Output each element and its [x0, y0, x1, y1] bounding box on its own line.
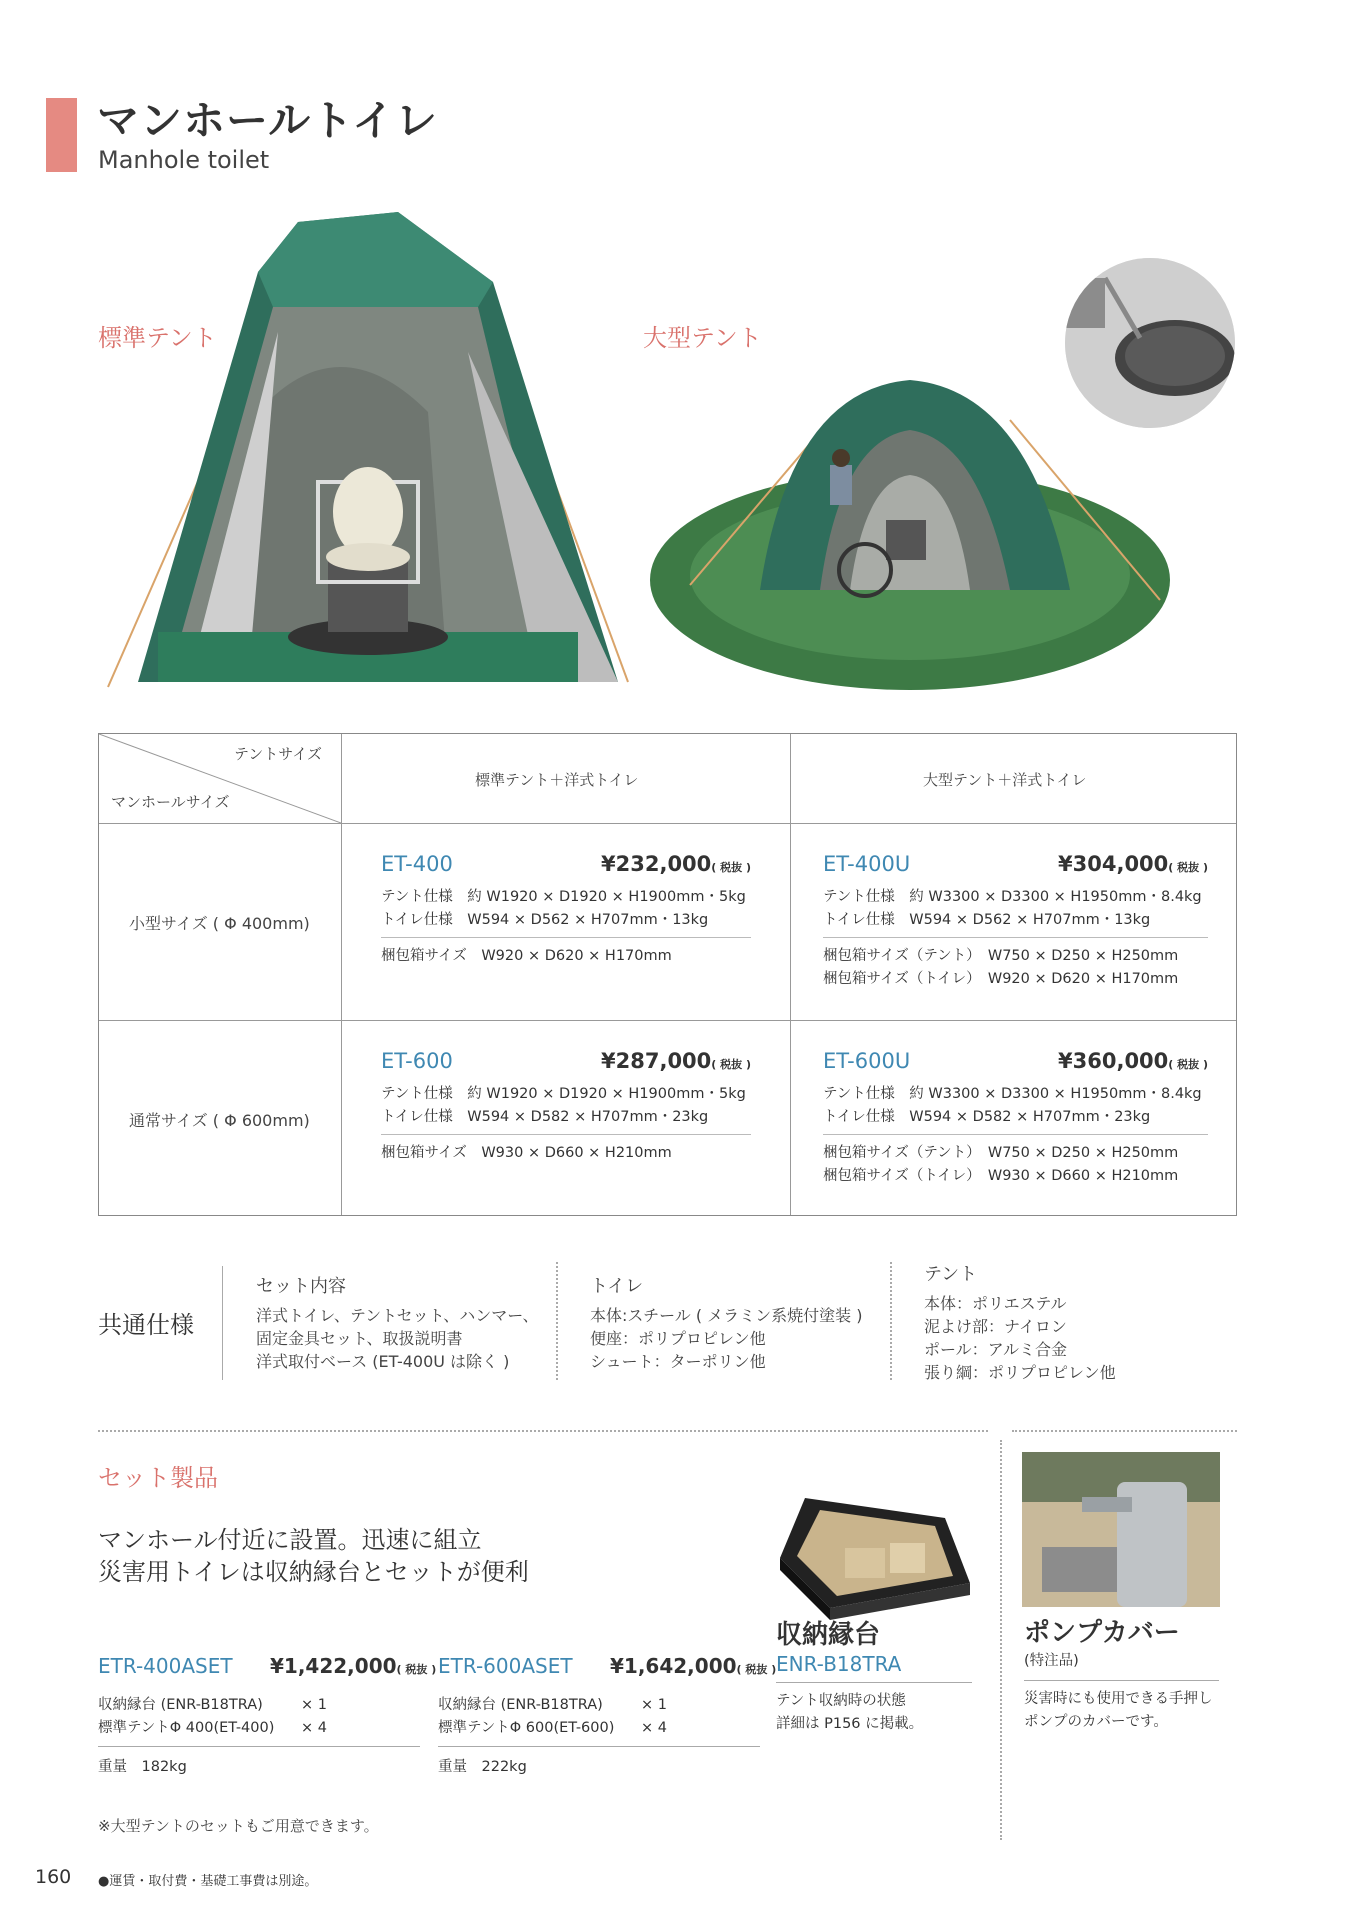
price-value: ¥360,000	[1058, 1049, 1169, 1073]
set-contents-line: 固定金具セット、取扱説明書	[256, 1329, 463, 1348]
set-contents-head: セット内容	[256, 1276, 346, 1297]
manhole-cover-photo	[1065, 258, 1235, 428]
title-accent-bar	[46, 98, 77, 172]
model-name: ETR-400ASET	[98, 1654, 233, 1678]
tax-label: ( 税抜 )	[711, 1058, 751, 1071]
toilet-line: 本体:スチール ( メラミン系焼付塗装 )	[590, 1306, 863, 1325]
price	[1058, 1049, 1208, 1073]
pump-cover-name: ポンプカバー	[1024, 1618, 1180, 1648]
pump-desc-2: ポンプのカバーです。	[1024, 1714, 1168, 1730]
model-name: ET-400U	[823, 852, 911, 876]
page-title: マンホールトイレ	[97, 96, 439, 145]
set-products-head: セット製品	[98, 1464, 218, 1492]
price-value: ¥1,642,000	[610, 1654, 737, 1678]
set-contents-line: 洋式取付ベース (ET-400U は除く )	[256, 1352, 510, 1371]
page-number: 160	[35, 1866, 72, 1888]
pump-cover-photo	[1022, 1452, 1220, 1607]
spec-table	[98, 733, 1237, 1216]
price-value: ¥304,000	[1058, 852, 1169, 876]
common-toilet	[590, 1272, 863, 1373]
pack-tent-spec: 梱包箱サイズ（テント） W750 × D250 × H250mm	[823, 1145, 1179, 1161]
toilet-line: シュート：ターポリン他	[590, 1352, 766, 1371]
pack-tent-spec: 梱包箱サイズ（テント） W750 × D250 × H250mm	[823, 948, 1179, 964]
price	[270, 1654, 436, 1678]
common-tent	[924, 1260, 1116, 1384]
set-catch-line-2: 災害用トイレは収納縁台とセットが便利	[98, 1558, 529, 1586]
tent-line: 張り綱：ポリプロピレン他	[924, 1363, 1116, 1382]
model-name: ET-400	[381, 852, 453, 876]
set-item: 標準テントΦ 600(ET-600)	[438, 1720, 615, 1736]
corner-manhole-size: マンホールサイズ	[111, 793, 230, 811]
price-value: ¥287,000	[601, 1049, 712, 1073]
tax-label: ( 税抜 )	[1168, 1058, 1208, 1071]
large-tent-photo	[650, 360, 1170, 690]
set-item: 標準テントΦ 400(ET-400)	[98, 1720, 275, 1736]
set-qty: × 4	[301, 1720, 327, 1736]
common-set-contents	[256, 1272, 539, 1373]
set-catch-line-1: マンホール付近に設置。迅速に組立	[98, 1526, 482, 1554]
toilet-spec: トイレ仕様 W594 × D562 × H707mm・13kg	[381, 912, 709, 928]
set-note: ※大型テントのセットもご用意できます。	[98, 1817, 379, 1835]
toilet-spec: トイレ仕様 W594 × D582 × H707mm・23kg	[823, 1109, 1151, 1125]
standard-tent-photo	[98, 212, 638, 692]
col-header-standard: 標準テント＋洋式トイレ	[475, 771, 639, 789]
tent-spec: テント仕様 約 W3300 × D3300 × H1950mm・8.4kg	[823, 1086, 1202, 1102]
tent-line: 本体：ポリエステル	[924, 1294, 1067, 1313]
pump-cover-sub: (特注品)	[1024, 1653, 1079, 1669]
price	[610, 1654, 776, 1678]
pack-toilet-spec: 梱包箱サイズ（トイレ） W920 × D620 × H170mm	[823, 971, 1179, 987]
pack-spec: 梱包箱サイズ W930 × D660 × H210mm	[381, 1145, 672, 1161]
price-value: ¥232,000	[601, 852, 712, 876]
tax-label: ( 税抜 )	[396, 1663, 437, 1676]
model-name: ETR-600ASET	[438, 1654, 573, 1678]
pack-spec: 梱包箱サイズ W920 × D620 × H170mm	[381, 948, 672, 964]
set-qty: × 4	[641, 1720, 667, 1736]
toilet-line: 便座：ポリプロピレン他	[590, 1329, 766, 1348]
set-item: 収納縁台 (ENR-B18TRA)	[438, 1697, 603, 1713]
model-name: ET-600	[381, 1049, 453, 1073]
standard-tent-label: 標準テント	[98, 324, 217, 352]
storage-bench-photo	[775, 1488, 975, 1623]
page-subtitle: Manhole toilet	[98, 146, 270, 174]
set-weight: 重量 182kg	[98, 1759, 187, 1775]
tax-label: ( 税抜 )	[711, 861, 751, 874]
tent-spec: テント仕様 約 W1920 × D1920 × H1900mm・5kg	[381, 889, 746, 905]
footer-note: ●運賃・取付費・基礎工事費は別途。	[98, 1874, 318, 1889]
price	[1058, 852, 1208, 876]
toilet-spec: トイレ仕様 W594 × D562 × H707mm・13kg	[823, 912, 1151, 928]
tax-label: ( 税抜 )	[736, 1663, 777, 1676]
tent-spec: テント仕様 約 W3300 × D3300 × H1950mm・8.4kg	[823, 889, 1202, 905]
set-item: 収納縁台 (ENR-B18TRA)	[98, 1697, 263, 1713]
pack-toilet-spec: 梱包箱サイズ（トイレ） W930 × D660 × H210mm	[823, 1168, 1179, 1184]
tax-label: ( 税抜 )	[1168, 861, 1208, 874]
corner-tent-size: テントサイズ	[234, 745, 323, 763]
model-name: ET-600U	[823, 1049, 911, 1073]
tent-line: 泥よけ部：ナイロン	[924, 1317, 1067, 1336]
storage-desc-2: 詳細は P156 に掲載。	[776, 1716, 924, 1732]
price	[601, 852, 751, 876]
price-value: ¥1,422,000	[270, 1654, 397, 1678]
tent-spec: テント仕様 約 W1920 × D1920 × H1900mm・5kg	[381, 1086, 746, 1102]
common-spec-title: 共通仕様	[98, 1311, 194, 1339]
pump-desc-1: 災害時にも使用できる手押し	[1024, 1691, 1213, 1707]
storage-bench-model: ENR-B18TRA	[776, 1652, 902, 1676]
set-weight: 重量 222kg	[438, 1759, 527, 1775]
storage-desc-1: テント収納時の状態	[776, 1693, 906, 1709]
large-tent-label: 大型テント	[643, 324, 762, 352]
toilet-head: トイレ	[590, 1276, 644, 1297]
price	[601, 1049, 751, 1073]
row-label-normal: 通常サイズ ( Φ 600mm)	[129, 1111, 310, 1130]
storage-bench-name: 収納縁台	[776, 1620, 881, 1650]
row-label-small: 小型サイズ ( Φ 400mm)	[129, 914, 310, 933]
set-qty: × 1	[301, 1697, 327, 1713]
set-qty: × 1	[641, 1697, 667, 1713]
tent-head: テント	[924, 1264, 978, 1285]
col-header-large: 大型テント＋洋式トイレ	[923, 771, 1087, 789]
tent-line: ポール：アルミ合金	[924, 1340, 1068, 1359]
toilet-spec: トイレ仕様 W594 × D582 × H707mm・23kg	[381, 1109, 709, 1125]
set-contents-line: 洋式トイレ、テントセット、ハンマー、	[256, 1306, 539, 1325]
